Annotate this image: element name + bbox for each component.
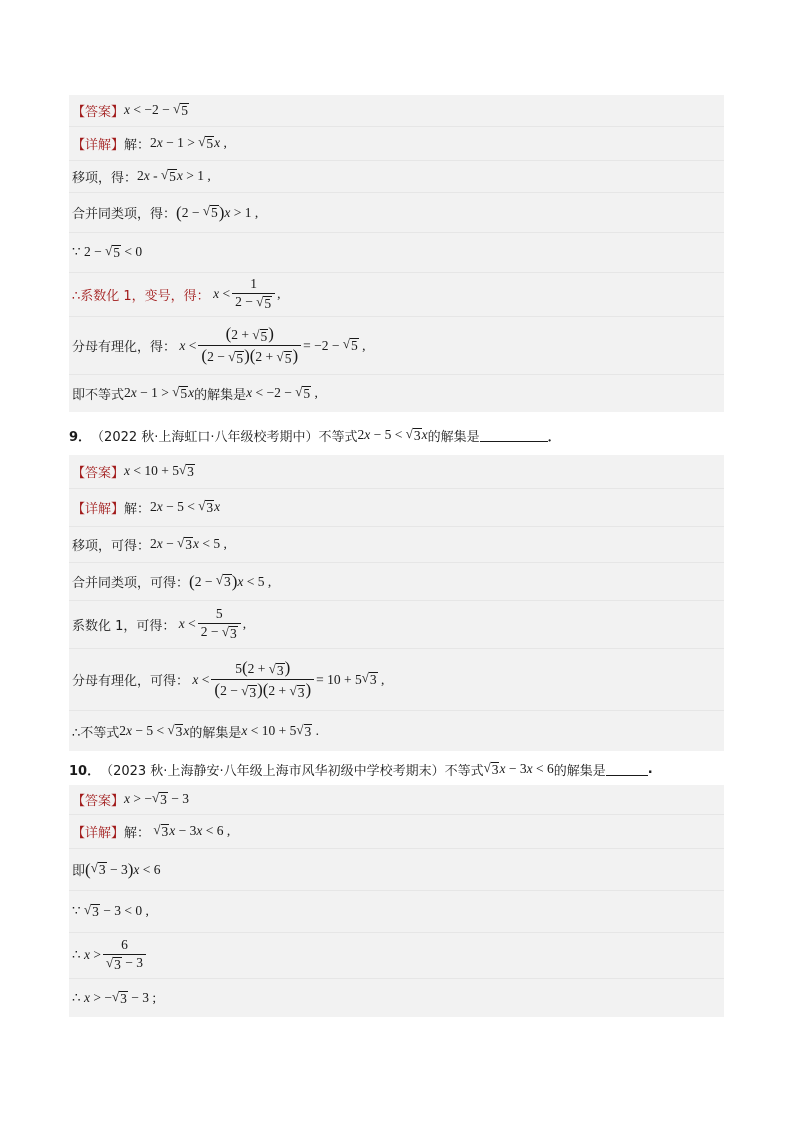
question-number: 9． bbox=[69, 429, 92, 445]
step-text: 分母有理化，可得： bbox=[72, 674, 190, 689]
step-text: 分母有理化，得： bbox=[72, 340, 177, 355]
question-suffix: 的解集是 bbox=[553, 763, 606, 779]
step-text: 即 bbox=[72, 864, 86, 879]
step-text: 合并同类项，得： bbox=[72, 207, 177, 222]
step-row bbox=[69, 711, 724, 751]
answer-math: x > − √ 3 − 3 bbox=[124, 790, 190, 808]
detail-text: 解： bbox=[124, 502, 151, 517]
solution-block-9 bbox=[69, 455, 724, 751]
step-row bbox=[69, 375, 724, 412]
step-text: 移项，得： bbox=[72, 171, 138, 186]
answer-label: 【答案】 bbox=[72, 105, 125, 120]
detail-math: 2 x − 1 > √ 5 x , bbox=[150, 134, 227, 152]
step-math: x < −2 − √ 5 , bbox=[246, 384, 318, 402]
solution-block-8 bbox=[69, 95, 724, 412]
answer-label: 【答案】 bbox=[72, 466, 125, 481]
step-row bbox=[69, 273, 724, 317]
step-math: x < 10 + 5 √ 3 . bbox=[241, 721, 320, 739]
step-text: ∴系数化 1，变号，得： bbox=[72, 289, 210, 304]
detail-row bbox=[69, 815, 724, 849]
step-text: 即不等式 bbox=[72, 388, 125, 403]
question-10 bbox=[69, 758, 653, 780]
step-row bbox=[69, 849, 724, 891]
detail-label: 【详解】 bbox=[72, 826, 125, 841]
answer-label: 【答案】 bbox=[72, 794, 125, 809]
step-text: ∴不等式 bbox=[72, 725, 120, 741]
step-row bbox=[69, 193, 724, 233]
step-math: ∵ 2 − √ 5 < 0 bbox=[72, 243, 143, 261]
step-row bbox=[69, 563, 724, 601]
step-row bbox=[69, 601, 724, 649]
step-row bbox=[69, 979, 724, 1017]
question-end: . bbox=[647, 761, 653, 777]
solution-block-10 bbox=[69, 785, 724, 1017]
step-row bbox=[69, 233, 724, 273]
step-math: ∴ x > − √ 3 − 3 ; bbox=[72, 988, 157, 1006]
answer-row bbox=[69, 785, 724, 815]
question-end: ． bbox=[547, 429, 561, 445]
step-math: 2 x - √ 5 x > 1 , bbox=[137, 167, 211, 185]
detail-text: 解： bbox=[124, 826, 151, 841]
step-text: 移项，可得： bbox=[72, 539, 151, 554]
step-math: 2 x − 5 < √ 3 x bbox=[119, 721, 190, 739]
answer-blank[interactable] bbox=[606, 762, 648, 776]
step-math: x < 1 2 − √ 5 , bbox=[213, 276, 281, 312]
step-math: 2 x − 1 > √ 5 x bbox=[124, 384, 195, 402]
detail-row bbox=[69, 127, 724, 161]
step-math: ∴ x > 6 √ 3 − 3 bbox=[72, 938, 148, 972]
detail-label: 【详解】 bbox=[72, 502, 125, 517]
detail-math: 2 x − 5 < √ 3 x bbox=[150, 498, 221, 516]
step-math: ( 2 − √ 5 ) x > 1 , bbox=[176, 203, 259, 222]
question-9 bbox=[69, 424, 561, 446]
answer-row bbox=[69, 455, 724, 489]
step-row bbox=[69, 317, 724, 375]
question-number: 10． bbox=[69, 763, 101, 779]
answer-row bbox=[69, 95, 724, 127]
detail-label: 【详解】 bbox=[72, 138, 125, 153]
step-math: ( √ 3 − 3 ) x < 6 bbox=[85, 860, 161, 879]
question-inequality: 2 x − 5 < √ 3 x bbox=[357, 425, 428, 443]
detail-row bbox=[69, 489, 724, 527]
step-row bbox=[69, 933, 724, 979]
answer-math: x < −2 − √ 5 bbox=[124, 101, 188, 119]
question-source: （2023 秋·上海静安·八年级上海市风华初级中学校考期末）不等式 bbox=[100, 763, 484, 779]
step-math: x < (2 + √ 5 ) (2 − √ 5 )(2 + √ 5 ) = −2 − √ 5 , bbox=[179, 323, 366, 366]
step-text: 的解集是 bbox=[189, 725, 242, 741]
step-math: 2 x − √ 3 x < 5 , bbox=[150, 535, 227, 553]
step-math: x < 5 2 − √ 3 , bbox=[178, 606, 247, 642]
step-text: 合并同类项，可得： bbox=[72, 576, 190, 591]
step-math: ( 2 − √ 3 ) x < 5 , bbox=[189, 572, 272, 591]
step-row bbox=[69, 649, 724, 711]
step-math: x < 5(2 + √ 3 ) (2 − √ 3 )(2 + √ 3 ) = 10 + 5 √ 3 , bbox=[192, 657, 385, 700]
step-text: 的解集是 bbox=[194, 388, 247, 403]
step-row bbox=[69, 527, 724, 563]
answer-math: x < 10 + 5 √ 3 bbox=[124, 462, 194, 480]
question-suffix: 的解集是 bbox=[427, 429, 480, 445]
detail-text: 解： bbox=[124, 138, 151, 153]
step-row bbox=[69, 161, 724, 193]
question-inequality: √ 3 x − 3 x < 6 bbox=[483, 759, 554, 777]
step-text: 系数化 1，可得： bbox=[72, 619, 176, 634]
step-math: ∵ √ 3 − 3 < 0 , bbox=[72, 902, 149, 920]
question-source: （2022 秋·上海虹口·八年级校考期中）不等式 bbox=[91, 429, 358, 445]
answer-blank[interactable] bbox=[480, 428, 548, 442]
detail-math: √ 3 x − 3 x < 6 , bbox=[153, 822, 231, 840]
step-row bbox=[69, 891, 724, 933]
